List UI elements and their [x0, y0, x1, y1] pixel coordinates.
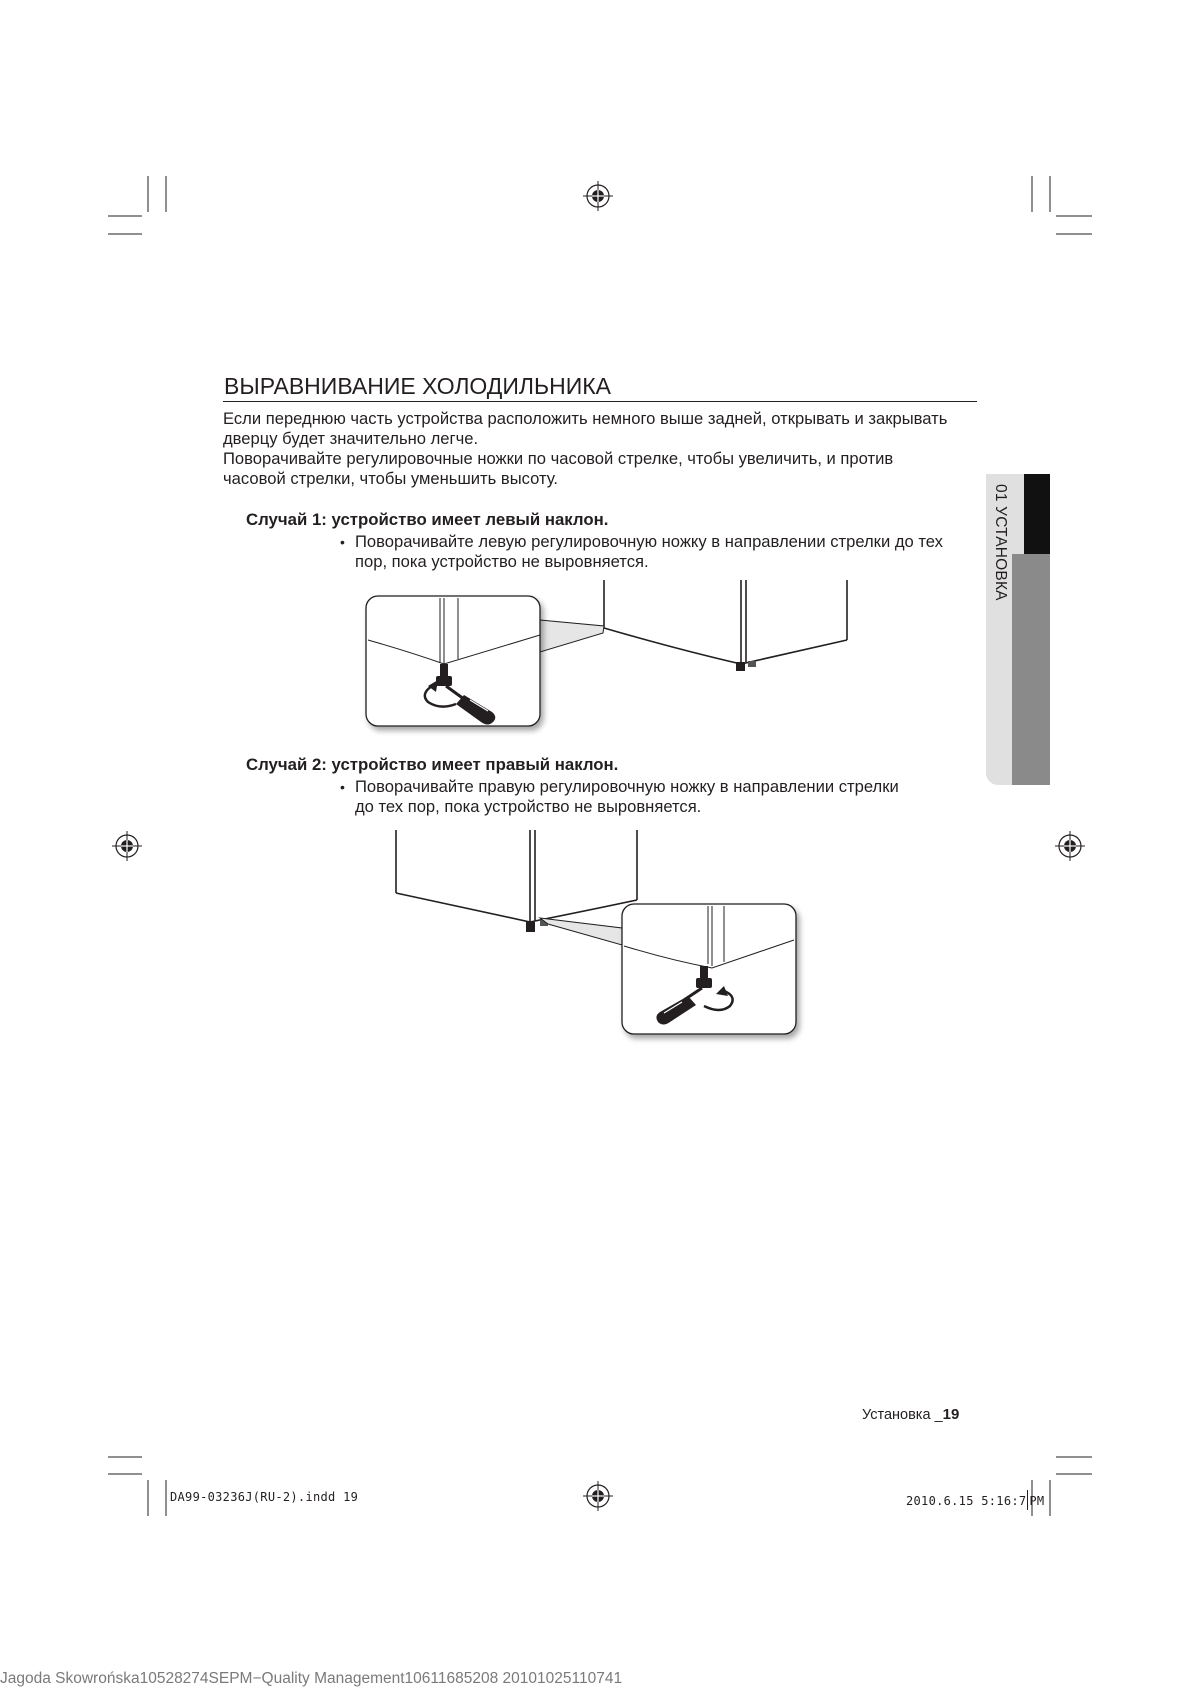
case-2-bullet-line: до тех пор, пока устройство не выровняется. — [355, 797, 702, 816]
detail-callout-right — [622, 904, 796, 1034]
print-slug-file: DA99-03236J(RU-2).indd 19 — [170, 1490, 359, 1504]
print-slug-time-suffix: PM — [1029, 1494, 1045, 1508]
case-2-bullet-line: Поворачивайте правую регулировочную ножку в направлении стрелки — [355, 777, 899, 796]
print-slug-date — [906, 1490, 1044, 1510]
case-1-bullet-line: пор, пока устройство не выровняется. — [355, 552, 649, 571]
case-1-heading: Случай 1: устройство имеет левый наклон. — [246, 510, 609, 529]
watermark-text: Jagoda Skowrońska10528274SEPM−Quality Management10611685208 20101025110741 — [0, 1670, 623, 1687]
intro-line: Поворачивайте регулировочные ножки по часовой стрелке, чтобы увеличить, и против — [223, 449, 894, 468]
intro-line: Если переднюю часть устройства расположить немного выше задней, открывать и закрывать — [223, 409, 948, 428]
intro-line: часовой стрелки, чтобы уменьшить высоту. — [223, 469, 559, 488]
bullet-icon: • — [340, 534, 345, 550]
page-title: ВЫРАВНИВАНИЕ ХОЛОДИЛЬНИКА — [224, 373, 611, 399]
case-1-bullet-line: Поворачивайте левую регулировочную ножку в направлении стрелки до тех — [355, 532, 943, 551]
page-footer — [862, 1406, 959, 1423]
print-slug-date-text: 2010.6.15 5:16:7 — [906, 1494, 1027, 1508]
chapter-tab-label: 01 УСТАНОВКА — [992, 484, 1009, 601]
case-2-heading: Случай 2: устройство имеет правый наклон. — [246, 755, 619, 774]
intro-line: дверцу будет значительно легче. — [223, 429, 479, 448]
footer-section-label: Установка _ — [862, 1407, 943, 1423]
bullet-icon: • — [340, 779, 345, 795]
page-number: 19 — [942, 1406, 960, 1423]
